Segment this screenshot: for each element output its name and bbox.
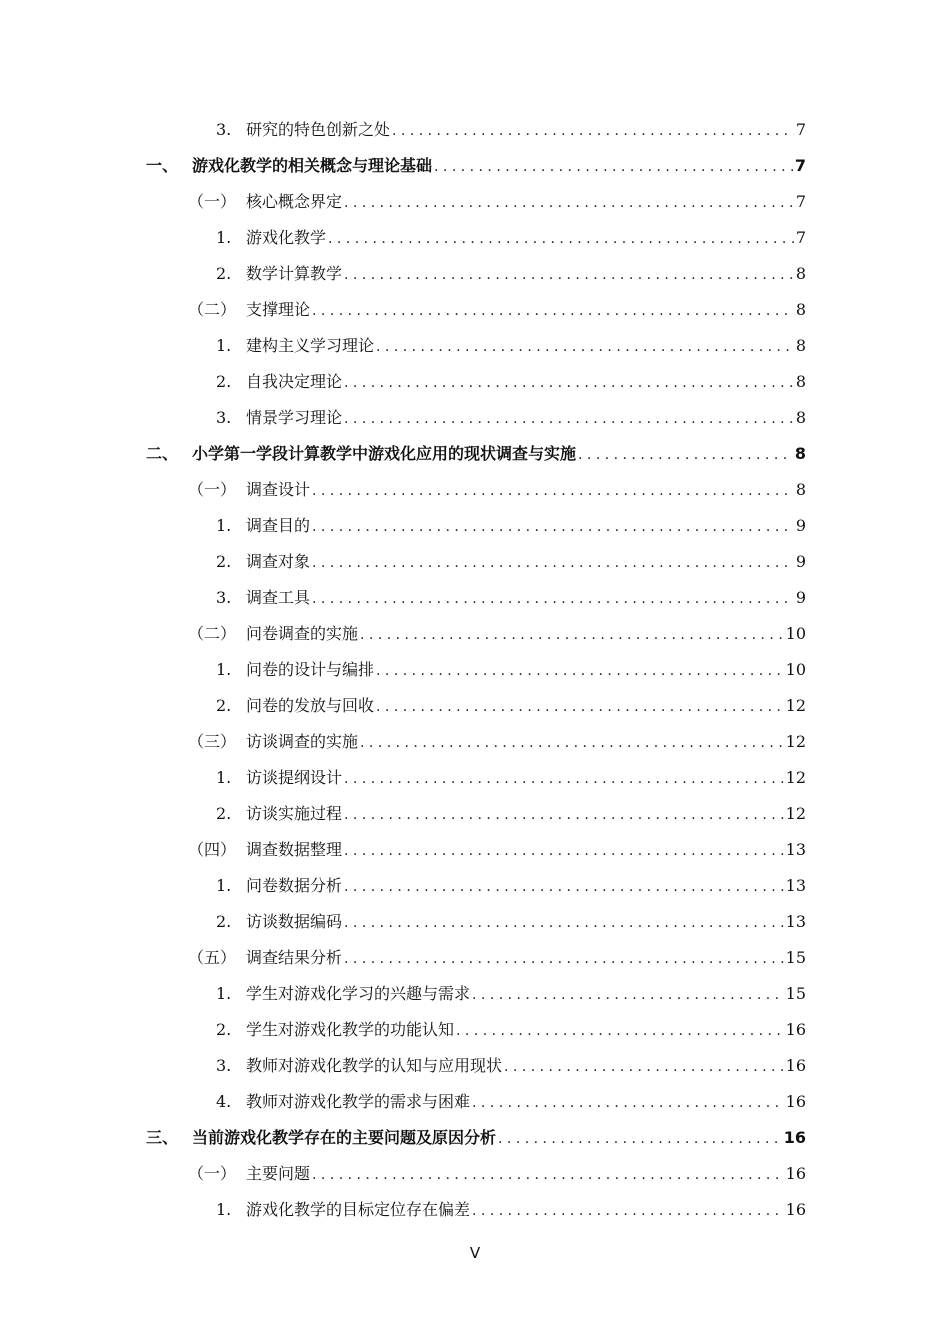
toc-entry-title: 问卷调查的实施 [246, 624, 359, 643]
toc-entry-title: 访谈调查的实施 [246, 732, 359, 751]
toc-entry-title: 调查设计 [246, 480, 311, 499]
toc-entry-number: 3. [216, 588, 232, 607]
toc-entry-page: 16 [785, 1056, 806, 1075]
dot-leader [376, 660, 784, 682]
toc-entry-level-3[interactable] [216, 586, 806, 610]
toc-entry-title: 小学第一学段计算教学中游戏化应用的现状调查与实施 [192, 444, 577, 463]
toc-entry-title: 访谈数据编码 [246, 912, 343, 931]
toc-entry-page: 9 [795, 588, 806, 607]
toc-entry-level-3[interactable] [216, 514, 806, 538]
toc-entry-number: 1. [216, 228, 232, 247]
toc-entry-number: （四） [188, 840, 237, 859]
toc-entry-level-3[interactable] [216, 910, 806, 934]
dot-leader [312, 300, 794, 322]
toc-entry-level-3[interactable] [216, 766, 806, 790]
toc-entry-level-3[interactable] [216, 694, 806, 718]
toc-entry-number: 2. [216, 804, 232, 823]
toc-row [0, 868, 950, 904]
toc-entry-title: 访谈实施过程 [246, 804, 343, 823]
dot-leader [328, 228, 794, 250]
toc-row [0, 940, 950, 976]
toc-row [0, 328, 950, 364]
toc-row [0, 760, 950, 796]
toc-row [0, 904, 950, 940]
toc-row [0, 1048, 950, 1084]
toc-entry-title: 情景学习理论 [246, 408, 343, 427]
toc-entry-page: 12 [785, 768, 806, 787]
toc-entry-page: 16 [785, 1200, 806, 1219]
toc-entry-page: 10 [785, 660, 806, 679]
toc-entry-page: 10 [785, 624, 806, 643]
toc-entry-number: （一） [188, 480, 237, 499]
dot-leader [472, 1092, 784, 1114]
dot-leader [344, 768, 784, 790]
toc-entry-number: 三、 [146, 1128, 179, 1147]
toc-row [0, 112, 950, 148]
toc-entry-page: 8 [795, 264, 806, 283]
toc-entry-title: 调查工具 [246, 588, 311, 607]
dot-leader [376, 696, 784, 718]
page-number-footer [0, 1244, 950, 1262]
dot-leader [360, 732, 784, 754]
toc-entry-level-2[interactable] [188, 190, 806, 214]
toc-entry-number: 二、 [146, 444, 179, 463]
toc-entry-page: 16 [785, 1020, 806, 1039]
toc-entry-number: 4. [216, 1092, 232, 1111]
toc-entry-level-2[interactable] [188, 622, 806, 646]
toc-entry-level-2[interactable] [188, 730, 806, 754]
toc-entry-level-3[interactable] [216, 550, 806, 574]
toc-entry-page: 13 [785, 912, 806, 931]
dot-leader [498, 1128, 782, 1150]
toc-entry-level-3[interactable] [216, 1090, 806, 1114]
toc-entry-number: 1. [216, 768, 232, 787]
toc-entry-number: 3. [216, 408, 232, 427]
dot-leader [312, 552, 794, 574]
toc-row [0, 220, 950, 256]
toc-entry-title: 调查对象 [246, 552, 311, 571]
toc-row [0, 256, 950, 292]
toc-entry-title: 游戏化教学的相关概念与理论基础 [192, 156, 433, 175]
dot-leader [344, 876, 784, 898]
toc-entry-level-2[interactable] [188, 838, 806, 862]
toc-entry-title: 支撑理论 [246, 300, 311, 319]
toc-entry-level-3[interactable] [216, 334, 806, 358]
toc-row [0, 1120, 950, 1156]
toc-entry-number: 2. [216, 264, 232, 283]
toc-entry-number: （一） [188, 192, 237, 211]
dot-leader [392, 120, 794, 142]
toc-entry-number: 1. [216, 516, 232, 535]
toc-entry-level-3[interactable] [216, 1018, 806, 1042]
dot-leader [312, 480, 794, 502]
dot-leader [456, 1020, 784, 1042]
dot-leader [344, 840, 784, 862]
toc-row [0, 1156, 950, 1192]
toc-entry-level-3[interactable] [216, 406, 806, 430]
toc-row [0, 508, 950, 544]
toc-entry-title: 问卷的设计与编排 [246, 660, 375, 679]
toc-row [0, 580, 950, 616]
dot-leader [344, 372, 794, 394]
toc-entry-level-3[interactable] [216, 262, 806, 286]
toc-row [0, 724, 950, 760]
dot-leader [376, 336, 794, 358]
toc-entry-page: 16 [785, 1092, 806, 1111]
toc-entry-number: （二） [188, 624, 237, 643]
dot-leader [344, 804, 784, 826]
toc-row [0, 832, 950, 868]
toc-entry-title: 调查结果分析 [246, 948, 343, 967]
toc-entry-number: 2. [216, 912, 232, 931]
toc-entry-title: 数学计算教学 [246, 264, 343, 283]
toc-entry-page: 12 [785, 804, 806, 823]
toc-entry-number: 2. [216, 372, 232, 391]
toc-entry-level-3[interactable] [216, 370, 806, 394]
dot-leader [472, 984, 784, 1006]
toc-entry-title: 自我决定理论 [246, 372, 343, 391]
toc-row [0, 436, 950, 472]
toc-row [0, 652, 950, 688]
toc-entry-page: 8 [795, 408, 806, 427]
toc-entry-number: （三） [188, 732, 237, 751]
toc-entry-level-3[interactable] [216, 874, 806, 898]
toc-entry-level-1[interactable] [146, 442, 806, 466]
toc-row [0, 148, 950, 184]
toc-entry-level-3[interactable] [216, 802, 806, 826]
dot-leader [344, 408, 794, 430]
toc-entry-title: 核心概念界定 [246, 192, 343, 211]
toc-entry-title: 当前游戏化教学存在的主要问题及原因分析 [192, 1128, 497, 1147]
toc-entry-level-2[interactable] [188, 946, 806, 970]
toc-entry-number: 1. [216, 1200, 232, 1219]
toc-entry-title: 教师对游戏化教学的认知与应用现状 [246, 1056, 503, 1075]
toc-entry-title: 教师对游戏化教学的需求与困难 [246, 1092, 471, 1111]
toc-entry-title: 问卷的发放与回收 [246, 696, 375, 715]
toc-entry-number: 2. [216, 552, 232, 571]
toc-row [0, 976, 950, 1012]
dot-leader [344, 948, 784, 970]
toc-entry-page: 16 [785, 1164, 806, 1183]
dot-leader [578, 444, 793, 466]
toc-entry-page: 9 [795, 552, 806, 571]
dot-leader [344, 264, 794, 286]
toc-entry-page: 12 [785, 732, 806, 751]
toc-row [0, 364, 950, 400]
toc-entry-page: 7 [795, 120, 806, 139]
toc-row [0, 1192, 950, 1228]
toc-entry-page: 7 [794, 156, 806, 175]
toc-entry-level-2[interactable] [188, 1162, 806, 1186]
toc-row [0, 796, 950, 832]
toc-entry-level-2[interactable] [188, 478, 806, 502]
table-of-contents [0, 112, 950, 1228]
toc-entry-level-3[interactable] [216, 1198, 806, 1222]
toc-entry-number: 2. [216, 696, 232, 715]
toc-row [0, 1084, 950, 1120]
toc-entry-page: 16 [783, 1128, 806, 1147]
dot-leader [344, 912, 784, 934]
toc-row [0, 616, 950, 652]
toc-entry-level-3[interactable] [216, 118, 806, 142]
toc-entry-title: 访谈提纲设计 [246, 768, 343, 787]
toc-entry-level-3[interactable] [216, 1054, 806, 1078]
toc-entry-title: 游戏化教学的目标定位存在偏差 [246, 1200, 471, 1219]
toc-entry-number: 3. [216, 1056, 232, 1075]
dot-leader [312, 588, 794, 610]
toc-entry-level-3[interactable] [216, 982, 806, 1006]
toc-entry-level-2[interactable] [188, 298, 806, 322]
toc-entry-title: 学生对游戏化学习的兴趣与需求 [246, 984, 471, 1003]
toc-entry-number: 2. [216, 1020, 232, 1039]
toc-row [0, 688, 950, 724]
toc-entry-title: 研究的特色创新之处 [246, 120, 391, 139]
toc-row [0, 292, 950, 328]
toc-entry-title: 调查目的 [246, 516, 311, 535]
toc-entry-title: 问卷数据分析 [246, 876, 343, 895]
toc-row [0, 544, 950, 580]
toc-entry-page: 8 [795, 480, 806, 499]
dot-leader [472, 1200, 784, 1222]
toc-entry-page: 15 [785, 984, 806, 1003]
toc-row [0, 472, 950, 508]
toc-entry-page: 15 [785, 948, 806, 967]
toc-entry-level-3[interactable] [216, 658, 806, 682]
toc-row [0, 400, 950, 436]
toc-entry-level-1[interactable] [146, 1126, 806, 1150]
toc-entry-page: 7 [795, 228, 806, 247]
toc-entry-number: （五） [188, 948, 237, 967]
toc-entry-page: 9 [795, 516, 806, 535]
toc-entry-page: 8 [795, 372, 806, 391]
toc-entry-number: 1. [216, 876, 232, 895]
toc-entry-title: 游戏化教学 [246, 228, 327, 247]
toc-entry-number: 1. [216, 984, 232, 1003]
toc-entry-page: 8 [794, 444, 806, 463]
dot-leader [312, 1164, 784, 1186]
toc-entry-page: 8 [795, 300, 806, 319]
toc-entry-number: （二） [188, 300, 237, 319]
toc-entry-page: 7 [795, 192, 806, 211]
dot-leader [434, 156, 793, 178]
page-number: V [469, 1244, 481, 1262]
toc-entry-title: 建构主义学习理论 [246, 336, 375, 355]
toc-entry-page: 8 [795, 336, 806, 355]
toc-entry-number: 1. [216, 660, 232, 679]
dot-leader [344, 192, 794, 214]
toc-entry-level-1[interactable] [146, 154, 806, 178]
toc-entry-number: 一、 [146, 156, 179, 175]
toc-row [0, 1012, 950, 1048]
toc-entry-number: 3. [216, 120, 232, 139]
toc-row [0, 184, 950, 220]
toc-entry-page: 13 [785, 840, 806, 859]
toc-entry-title: 主要问题 [246, 1164, 311, 1183]
dot-leader [360, 624, 784, 646]
dot-leader [504, 1056, 784, 1078]
dot-leader [312, 516, 794, 538]
toc-entry-number: 1. [216, 336, 232, 355]
toc-entry-title: 学生对游戏化教学的功能认知 [246, 1020, 455, 1039]
toc-entry-level-3[interactable] [216, 226, 806, 250]
toc-entry-title: 调查数据整理 [246, 840, 343, 859]
toc-entry-number: （一） [188, 1164, 237, 1183]
toc-entry-page: 12 [785, 696, 806, 715]
toc-entry-page: 13 [785, 876, 806, 895]
